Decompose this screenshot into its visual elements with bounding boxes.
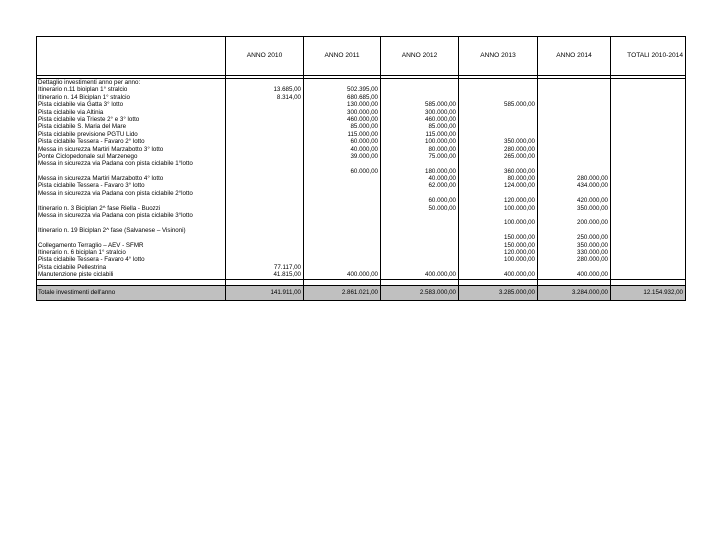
row-value xyxy=(612,94,683,101)
row-value xyxy=(227,182,301,189)
row-value xyxy=(612,116,683,123)
row-label: Itinerario n. 3 Biciplan 2^ fase Riella - Buozzi xyxy=(38,204,161,212)
total-value-2014: 3.284.000,00 xyxy=(538,285,611,300)
row-value: 39.000,00 xyxy=(350,152,378,160)
row-value xyxy=(382,212,456,227)
row-value: 400.000,00 xyxy=(577,271,608,279)
row-value: 300.000,00 xyxy=(425,108,456,116)
row-value xyxy=(460,116,535,123)
row-value: 400.000,00 xyxy=(347,271,378,279)
row-value xyxy=(382,94,456,101)
header-row xyxy=(37,37,686,76)
row-value xyxy=(227,212,301,227)
total-row xyxy=(37,285,686,300)
row-value xyxy=(382,256,456,263)
row-value: 115.000,00 xyxy=(347,130,378,138)
row-value xyxy=(612,160,683,175)
row-value xyxy=(227,131,301,138)
values-column-2010 xyxy=(226,79,304,280)
row-label: Manutenzione piste ciclabili xyxy=(38,271,114,279)
row-value xyxy=(612,79,683,86)
row-value xyxy=(539,153,608,160)
row-label: Pista ciclabile Pellestrina xyxy=(38,263,107,271)
row-value xyxy=(460,86,535,93)
row-label: Messa in sicurezza Martiri Marzabotto 4° lotto xyxy=(38,175,164,183)
row-value xyxy=(227,190,301,205)
values-column-2013 xyxy=(459,79,538,280)
row-value xyxy=(460,79,535,86)
row-value: 115.000,00 xyxy=(425,130,456,138)
row-value xyxy=(227,123,301,130)
row-value: 330.000,00 xyxy=(577,248,608,256)
total-label: Totale investimenti dell'anno xyxy=(37,285,226,300)
row-value xyxy=(612,109,683,116)
row-value xyxy=(612,264,683,271)
total-value-2012: 2.583.000,00 xyxy=(381,285,459,300)
row-value xyxy=(460,94,535,101)
row-value xyxy=(460,131,535,138)
row-value xyxy=(227,153,301,160)
values-column-2011 xyxy=(304,79,381,280)
row-label: Itinerario n. 19 Biciplan 2^ fase (Salvanese – Visinoni) xyxy=(38,226,186,234)
row-label: Itinerario n. 6 biciplan 1° stralcio xyxy=(38,249,126,257)
row-value xyxy=(227,227,301,242)
row-label: Pista ciclabile via Trieste 2° e 3° lotto xyxy=(38,115,140,123)
row-value xyxy=(305,249,378,256)
row-value xyxy=(227,205,301,212)
row-value: 100.000,00 xyxy=(504,219,535,227)
row-value xyxy=(612,227,683,242)
row-value: 680.685,00 xyxy=(347,93,378,101)
row-value: 350.000,00 xyxy=(504,138,535,146)
row-label: Collegamento Terraglio – AEV - SFMR xyxy=(38,241,144,249)
row-value xyxy=(539,131,608,138)
row-label: Messa in sicurezza via Padana con pista ciclabile 2°lotto xyxy=(38,189,193,197)
row-value xyxy=(227,249,301,256)
row-value xyxy=(612,138,683,145)
row-value xyxy=(539,101,608,108)
row-value: 41.815,00 xyxy=(273,271,301,279)
total-value-grand: 12.154.932,00 xyxy=(611,285,686,300)
header-cell-2012: ANNO 2012 xyxy=(381,37,459,76)
row-value: 250.000,00 xyxy=(577,234,608,242)
row-value xyxy=(382,264,456,271)
row-value: 124.000,00 xyxy=(504,182,535,190)
row-value: 460.000,00 xyxy=(347,115,378,123)
row-value xyxy=(227,242,301,249)
row-value xyxy=(305,242,378,249)
row-value xyxy=(305,205,378,212)
investment-table xyxy=(36,36,686,301)
row-value: 280.000,00 xyxy=(577,175,608,183)
row-value: 13.685,00 xyxy=(273,86,301,94)
row-value: 80.000,00 xyxy=(507,175,535,183)
row-label: Pista ciclabile Tessera - Favaro 2° lotto xyxy=(38,138,145,146)
values-column-2014 xyxy=(538,79,611,280)
row-value: 300.000,00 xyxy=(347,108,378,116)
row-label: Pista ciclabile Tessera - Favaro 3° lotto xyxy=(38,182,145,190)
row-value: 150.000,00 xyxy=(504,234,535,242)
total-value-2010: 141.911,00 xyxy=(226,285,304,300)
row-label: Pista ciclabile via Altinia xyxy=(38,108,104,116)
row-value xyxy=(305,175,378,182)
row-value: 60.000,00 xyxy=(350,138,378,146)
row-value: 280.000,00 xyxy=(577,256,608,264)
total-value-2013: 3.285.000,00 xyxy=(459,285,538,300)
row-label: Pista ciclabile previsione PGTU Lido xyxy=(38,130,138,138)
row-value xyxy=(539,79,608,86)
row-value: 460.000,00 xyxy=(425,115,456,123)
row-label: Ponte Ciclopedonale sul Marzenego xyxy=(38,152,138,160)
row-value: 62.000,00 xyxy=(428,182,456,190)
row-value: 100.000,00 xyxy=(504,204,535,212)
row-value xyxy=(539,160,608,175)
row-value xyxy=(612,256,683,263)
row-value: 400.000,00 xyxy=(425,271,456,279)
row-value xyxy=(612,212,683,227)
row-value: 85.000,00 xyxy=(350,123,378,131)
row-value xyxy=(227,175,301,182)
row-value xyxy=(227,146,301,153)
row-value xyxy=(382,86,456,93)
row-value xyxy=(612,101,683,108)
row-value: 360.000,00 xyxy=(504,167,535,175)
row-label: Itinerario n. 14 Biciplan 1° stralcio xyxy=(38,93,130,101)
row-label: Pista ciclabile Tessera - Favaro 4° lotto xyxy=(38,256,145,264)
row-value: 40.000,00 xyxy=(350,145,378,153)
row-value xyxy=(539,116,608,123)
header-cell-2011: ANNO 2011 xyxy=(304,37,381,76)
row-value xyxy=(227,256,301,263)
row-value xyxy=(612,153,683,160)
row-value xyxy=(612,131,683,138)
row-value: 150.000,00 xyxy=(504,241,535,249)
description-column xyxy=(37,79,226,280)
row-label: Dettaglio investimenti anno per anno: xyxy=(38,79,141,86)
row-value: 400.000,00 xyxy=(504,271,535,279)
row-value: 8.314,00 xyxy=(276,93,301,101)
row-value: 585.000,00 xyxy=(425,101,456,109)
row-value: 40.000,00 xyxy=(428,175,456,183)
row-value xyxy=(227,116,301,123)
row-value: 265.000,00 xyxy=(504,152,535,160)
row-value: 80.000,00 xyxy=(428,145,456,153)
row-value: 85.000,00 xyxy=(428,123,456,131)
row-value xyxy=(612,146,683,153)
row-value xyxy=(382,227,456,242)
row-value xyxy=(612,242,683,249)
row-value xyxy=(612,182,683,189)
row-value: 77.117,00 xyxy=(273,263,301,271)
row-value: 434.000,00 xyxy=(577,182,608,190)
row-value xyxy=(305,212,378,227)
row-value xyxy=(612,249,683,256)
header-cell-2010: ANNO 2010 xyxy=(226,37,304,76)
row-value xyxy=(227,138,301,145)
header-cell-2013: ANNO 2013 xyxy=(459,37,538,76)
row-value xyxy=(305,190,378,205)
row-value xyxy=(539,94,608,101)
row-value xyxy=(382,249,456,256)
row-label: Itinerario n.11 bioiplan 1° stralcio xyxy=(38,86,128,94)
row-value: 420.000,00 xyxy=(577,197,608,205)
row-value: 100.000,00 xyxy=(425,138,456,146)
row-value xyxy=(460,264,535,271)
row-value: 280.000,00 xyxy=(504,145,535,153)
row-value: 350.000,00 xyxy=(577,204,608,212)
row-value xyxy=(305,256,378,263)
header-cell-empty xyxy=(37,37,226,76)
row-value xyxy=(612,86,683,93)
values-column-2012 xyxy=(381,79,459,280)
row-value: 180.000,00 xyxy=(425,167,456,175)
row-value xyxy=(460,109,535,116)
detail-block xyxy=(37,79,686,280)
row-value xyxy=(612,205,683,212)
row-value: 120.000,00 xyxy=(504,197,535,205)
row-value xyxy=(305,227,378,242)
row-value: 502.395,00 xyxy=(347,86,378,94)
row-value xyxy=(539,109,608,116)
row-value: 60.000,00 xyxy=(350,167,378,175)
row-value xyxy=(539,123,608,130)
row-value xyxy=(460,123,535,130)
row-value xyxy=(612,271,683,278)
row-value xyxy=(305,264,378,271)
row-value: 350.000,00 xyxy=(577,241,608,249)
row-label: Pista ciclabile via Gatta 3° lotto xyxy=(38,101,124,109)
total-value-2011: 2.861.021,00 xyxy=(304,285,381,300)
row-value: 50.000,00 xyxy=(428,204,456,212)
row-value xyxy=(612,175,683,182)
row-value: 200.000,00 xyxy=(577,219,608,227)
row-value xyxy=(539,146,608,153)
row-value xyxy=(539,86,608,93)
row-value xyxy=(227,160,301,175)
row-value: 60.000,00 xyxy=(428,197,456,205)
row-value xyxy=(227,79,301,86)
row-label: Pista ciclabile S. Maria del Mare xyxy=(38,123,127,131)
row-value: 100.000,00 xyxy=(504,256,535,264)
row-value: 130.000,00 xyxy=(347,101,378,109)
header-cell-totals: TOTALI 2010-2014 xyxy=(611,37,686,76)
row-label: Messa in sicurezza via Padana con pista ciclabile 1°lotto xyxy=(38,160,193,168)
row-value xyxy=(612,123,683,130)
row-value xyxy=(227,101,301,108)
header-cell-2014: ANNO 2014 xyxy=(538,37,611,76)
row-label: Messa in sicurezza Martiri Marzabotto 3° lotto xyxy=(38,145,164,153)
row-value: 585.000,00 xyxy=(504,101,535,109)
row-value xyxy=(539,264,608,271)
row-value xyxy=(305,79,378,86)
row-value xyxy=(305,182,378,189)
row-value xyxy=(539,138,608,145)
row-value: 75.000,00 xyxy=(428,152,456,160)
row-value xyxy=(382,79,456,86)
row-value xyxy=(612,190,683,205)
row-value xyxy=(227,109,301,116)
row-value xyxy=(382,242,456,249)
row-label: Messa in sicurezza via Padana con pista ciclabile 3°lotto xyxy=(38,212,193,220)
row-value: 120.000,00 xyxy=(504,248,535,256)
values-column-totals xyxy=(611,79,686,280)
investment-sheet xyxy=(36,36,685,301)
